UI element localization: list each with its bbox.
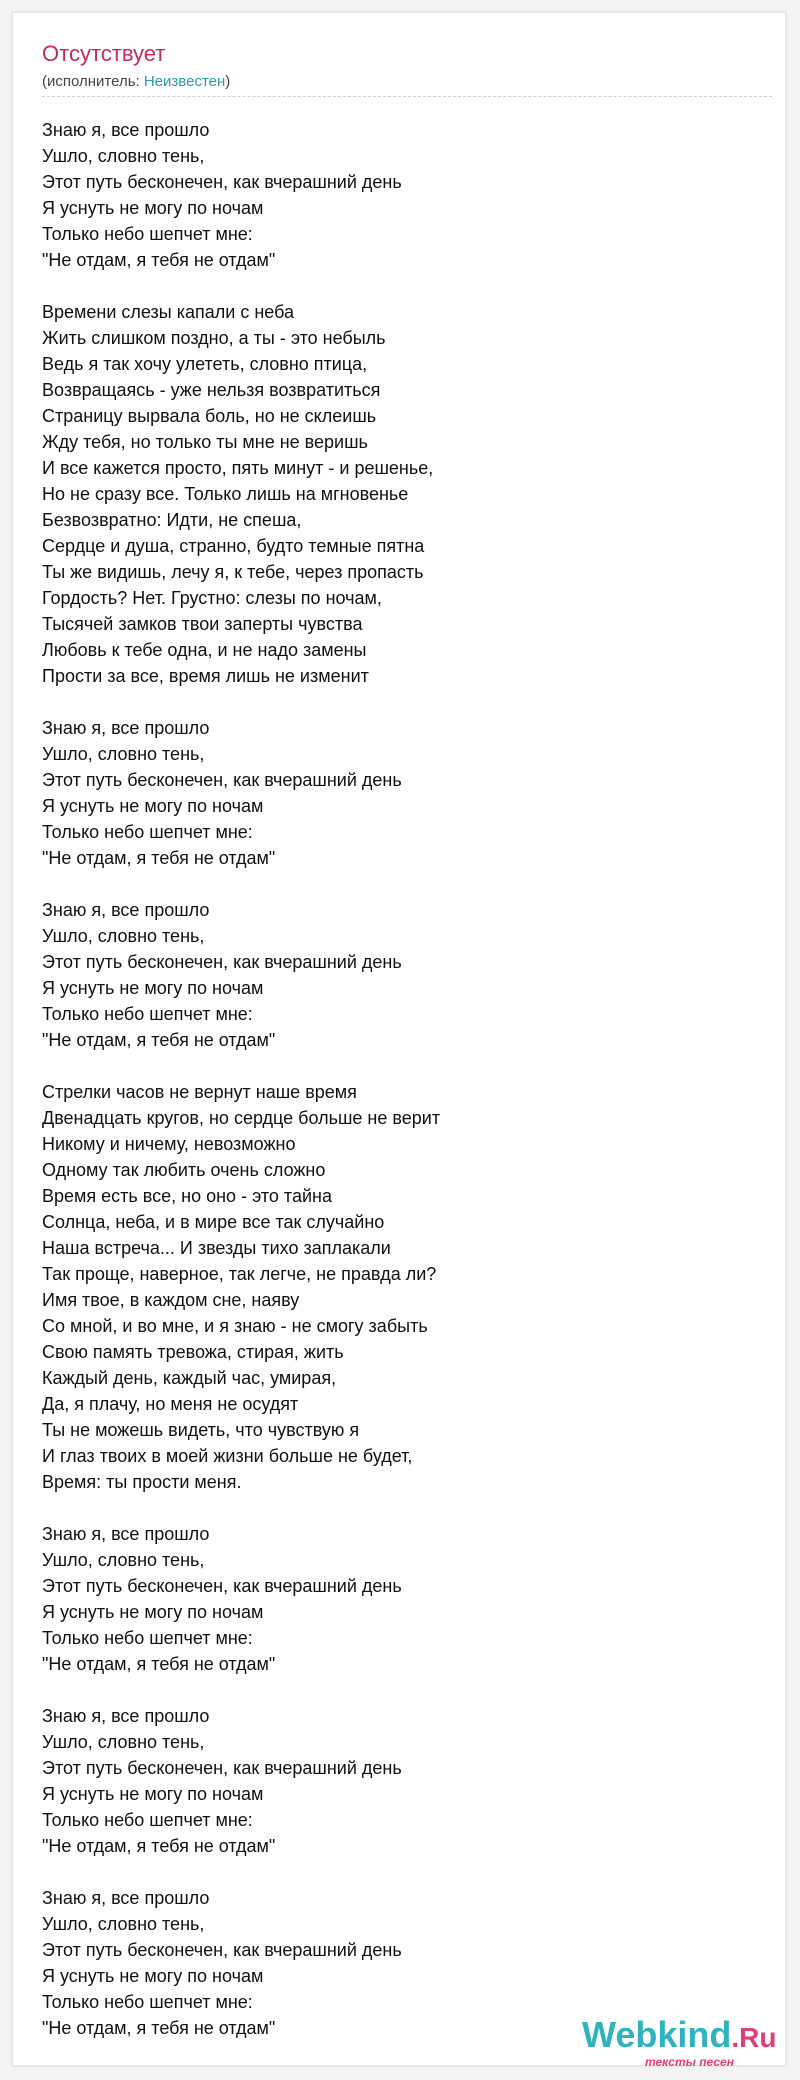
lyric-line: Ушло, словно тень, bbox=[42, 1914, 205, 1934]
lyric-line: И глаз твоих в моей жизни больше не будет, bbox=[42, 1446, 413, 1466]
lyric-line: Любовь к тебе одна, и не надо замены bbox=[42, 640, 367, 660]
lyric-line: Этот путь бесконечен, как вчерашний день bbox=[42, 770, 402, 790]
lyric-line: Но не сразу все. Только лишь на мгновенье bbox=[42, 484, 409, 504]
lyric-line: Да, я плачу, но меня не осудят bbox=[42, 1394, 299, 1414]
lyric-line: Ведь я так хочу улететь, словно птица, bbox=[42, 354, 368, 374]
lyric-line: Возвращаясь - уже нельзя возвратиться bbox=[42, 380, 381, 400]
lyric-line: Ушло, словно тень, bbox=[42, 1550, 205, 1570]
lyric-line: Только небо шепчет мне: bbox=[42, 1628, 253, 1648]
logo-tagline: тексты песен bbox=[645, 2055, 734, 2069]
lyric-line: Я уснуть не могу по ночам bbox=[42, 978, 264, 998]
header-divider bbox=[42, 96, 772, 97]
lyric-line: "Не отдам, я тебя не отдам" bbox=[42, 1030, 276, 1050]
logo-name: Webkind bbox=[582, 2014, 732, 2055]
artist-prefix: (исполнитель: bbox=[42, 73, 144, 90]
logo-tld: .Ru bbox=[731, 2022, 777, 2053]
lyrics-text bbox=[42, 117, 762, 2041]
stanza-break bbox=[42, 871, 762, 897]
lyric-line: Двенадцать кругов, но сердце больше не верит bbox=[42, 1108, 441, 1128]
lyric-line: Со мной, и во мне, и я знаю - не смогу забыть bbox=[42, 1316, 428, 1336]
stanza-break bbox=[42, 273, 762, 299]
lyric-line: Знаю я, все прошло bbox=[42, 1888, 210, 1908]
lyric-line: Ушло, словно тень, bbox=[42, 146, 205, 166]
lyric-line: Прости за все, время лишь не изменит bbox=[42, 666, 369, 686]
lyric-line: Жду тебя, но только ты мне не веришь bbox=[42, 432, 368, 452]
lyric-line: Стрелки часов не вернут наше время bbox=[42, 1082, 357, 1102]
stanza-break bbox=[42, 1495, 762, 1521]
lyrics-card bbox=[12, 12, 786, 2069]
logo-wordmark bbox=[582, 2015, 776, 2058]
lyric-line: Ушло, словно тень, bbox=[42, 926, 205, 946]
lyric-line: Только небо шепчет мне: bbox=[42, 1004, 253, 1024]
lyric-line: Сердце и душа, странно, будто темные пятна bbox=[42, 536, 425, 556]
lyric-line: "Не отдам, я тебя не отдам" bbox=[42, 2018, 276, 2038]
site-logo[interactable] bbox=[582, 2015, 792, 2067]
artist-suffix: ) bbox=[225, 73, 231, 90]
lyric-line: Времени слезы капали с неба bbox=[42, 302, 294, 322]
artist-line bbox=[42, 74, 230, 89]
lyric-line: Ушло, словно тень, bbox=[42, 744, 205, 764]
lyric-line: Я уснуть не могу по ночам bbox=[42, 198, 264, 218]
lyric-line: Ушло, словно тень, bbox=[42, 1732, 205, 1752]
lyric-line: "Не отдам, я тебя не отдам" bbox=[42, 1836, 276, 1856]
song-title: Отсутствует bbox=[42, 41, 166, 66]
lyric-line: Безвозвратно: Идти, не спеша, bbox=[42, 510, 302, 530]
lyric-line: Время: ты прости меня. bbox=[42, 1472, 242, 1492]
lyric-line: Этот путь бесконечен, как вчерашний день bbox=[42, 1758, 402, 1778]
stanza-break bbox=[42, 1677, 762, 1703]
lyric-line: Время есть все, но оно - это тайна bbox=[42, 1186, 332, 1206]
lyric-line: Наша встреча... И звезды тихо заплакали bbox=[42, 1238, 391, 1258]
artist-link[interactable]: Неизвестен bbox=[143, 73, 226, 90]
lyric-line: Только небо шепчет мне: bbox=[42, 1810, 253, 1830]
lyric-line: Знаю я, все прошло bbox=[42, 900, 210, 920]
lyric-line: Так проще, наверное, так легче, не правда ли? bbox=[42, 1264, 437, 1284]
lyric-line: Одному так любить очень сложно bbox=[42, 1160, 326, 1180]
lyric-line: Я уснуть не могу по ночам bbox=[42, 1784, 264, 1804]
lyric-line: "Не отдам, я тебя не отдам" bbox=[42, 250, 276, 270]
lyric-line: Гордость? Нет. Грустно: слезы по ночам, bbox=[42, 588, 382, 608]
lyric-line: Я уснуть не могу по ночам bbox=[42, 1966, 264, 1986]
lyric-line: Только небо шепчет мне: bbox=[42, 1992, 253, 2012]
lyric-line: Имя твое, в каждом сне, наяву bbox=[42, 1290, 300, 1310]
stanza-break bbox=[42, 1053, 762, 1079]
lyric-line: И все кажется просто, пять минут - и решенье, bbox=[42, 458, 434, 478]
lyric-line: Знаю я, все прошло bbox=[42, 718, 210, 738]
lyric-line: Я уснуть не могу по ночам bbox=[42, 796, 264, 816]
stanza-break bbox=[42, 1859, 762, 1885]
lyric-line: Тысячей замков твои заперты чувства bbox=[42, 614, 363, 634]
lyric-line: Солнца, неба, и в мире все так случайно bbox=[42, 1212, 385, 1232]
lyric-line: Этот путь бесконечен, как вчерашний день bbox=[42, 172, 402, 192]
lyric-line: Только небо шепчет мне: bbox=[42, 224, 253, 244]
lyric-line: Ты не можешь видеть, что чувствую я bbox=[42, 1420, 360, 1440]
lyric-line: Страницу вырвала боль, но не склеишь bbox=[42, 406, 377, 426]
lyric-line: "Не отдам, я тебя не отдам" bbox=[42, 1654, 276, 1674]
lyric-line: Этот путь бесконечен, как вчерашний день bbox=[42, 1940, 402, 1960]
lyric-line: Только небо шепчет мне: bbox=[42, 822, 253, 842]
lyric-line: Этот путь бесконечен, как вчерашний день bbox=[42, 952, 402, 972]
lyric-line: Знаю я, все прошло bbox=[42, 120, 210, 140]
lyric-line: Знаю я, все прошло bbox=[42, 1706, 210, 1726]
stanza-break bbox=[42, 689, 762, 715]
lyric-line: Свою память тревожа, стирая, жить bbox=[42, 1342, 344, 1362]
lyric-line: Ты же видишь, лечу я, к тебе, через пропасть bbox=[42, 562, 424, 582]
lyric-line: Я уснуть не могу по ночам bbox=[42, 1602, 264, 1622]
lyric-line: Никому и ничему, невозможно bbox=[42, 1134, 296, 1154]
lyric-line: Жить слишком поздно, а ты - это небыль bbox=[42, 328, 386, 348]
lyric-line: Знаю я, все прошло bbox=[42, 1524, 210, 1544]
lyric-line: "Не отдам, я тебя не отдам" bbox=[42, 848, 276, 868]
lyric-line: Каждый день, каждый час, умирая, bbox=[42, 1368, 337, 1388]
lyric-line: Этот путь бесконечен, как вчерашний день bbox=[42, 1576, 402, 1596]
